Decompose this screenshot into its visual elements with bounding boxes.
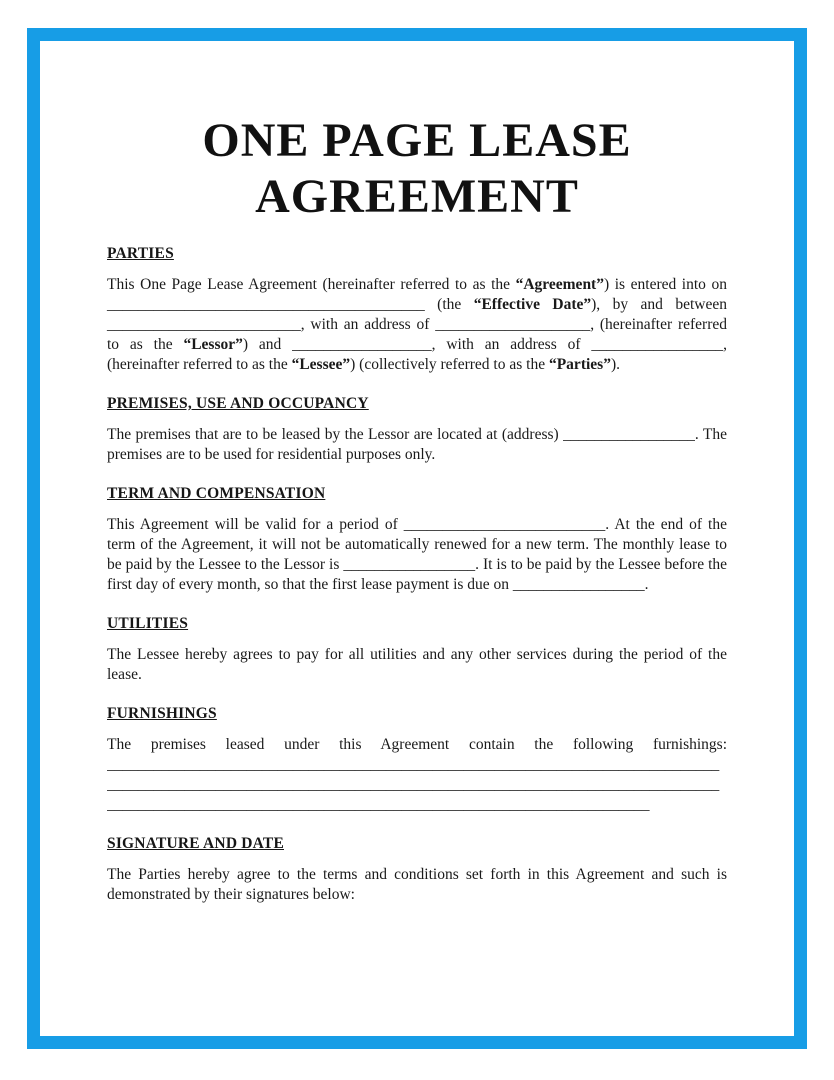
section-paragraph-premises: The premises that are to be leased by the Lessor are located at (address) _________________. The premises are to be used for residential purposes only.: [107, 426, 727, 463]
furnishings-blank-line: _______________________________________________________________________________: [107, 756, 720, 773]
furnishings-blank-line: ______________________________________________________________________: [107, 796, 650, 813]
section-paragraph-furnishings: The premises leased under this Agreement contain the following furnishings:: [107, 736, 727, 753]
section-paragraph-utilities: The Lessee hereby agrees to pay for all utilities and any other services during the period of the lease.: [107, 646, 727, 683]
section-heading-furnishings: FURNISHINGS: [107, 705, 217, 722]
furnishings-blank-line: _______________________________________________________________________________: [107, 776, 720, 793]
section-paragraph-parties: This One Page Lease Agreement (hereinafter referred to as the “Agreement”) is entered into on _________________________________________ (the “Effective Date”), by and between _________________________, with an address of ____________________, (hereinafter referred to as the “Lessor”) and __________________, with an address of _________________, (hereinafter referred to as the “Lessee”) (collectively referred to as the “Parties”).: [107, 276, 727, 373]
section-paragraph-signature: The Parties hereby agree to the terms and conditions set forth in this Agreement and such is demonstrated by their signatures below:: [107, 866, 727, 903]
section-heading-parties: PARTIES: [107, 245, 174, 262]
document-content: [107, 0, 727, 905]
document-title: ONE PAGE LEASE AGREEMENT: [202, 114, 632, 223]
section-heading-utilities: UTILITIES: [107, 615, 189, 632]
section-heading-signature: SIGNATURE AND DATE: [107, 835, 284, 852]
section-paragraph-term: This Agreement will be valid for a period of __________________________. At the end of the term of the Agreement, it will not be automatically renewed for a new term. The monthly lease to be paid by the Lessee to the Lessor is _________________. It is to be paid by the Lessee before the first day of every month, so that the first lease payment is due on _________________.: [107, 516, 728, 593]
section-heading-premises: PREMISES, USE AND OCCUPANCY: [107, 395, 369, 412]
section-heading-term: TERM AND COMPENSATION: [107, 485, 326, 502]
